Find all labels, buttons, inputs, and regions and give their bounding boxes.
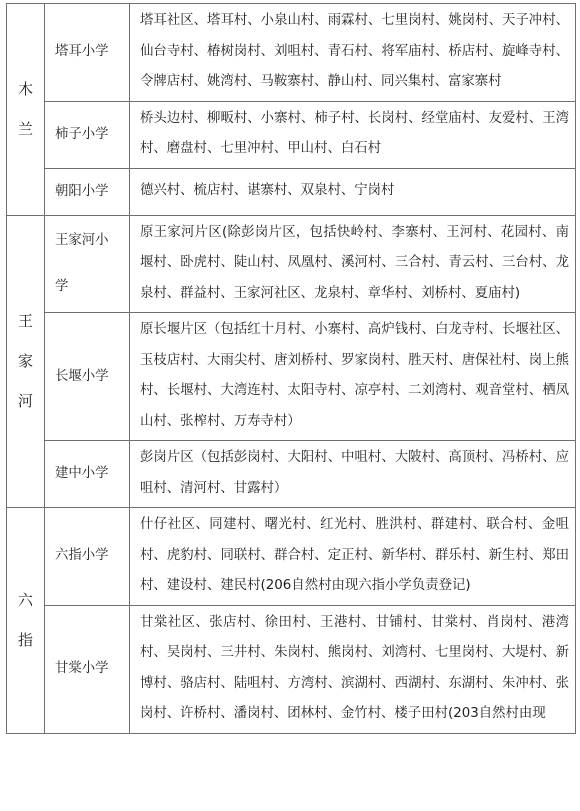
table-row bbox=[7, 508, 576, 606]
village-list: 彭岗片区（包括彭岗村、大阳村、中咀村、大陂村、高顶村、冯桥村、应咀村、清河村、甘露村） bbox=[130, 441, 576, 508]
school-name: 六指小学 bbox=[45, 508, 130, 606]
school-district-table bbox=[6, 3, 576, 734]
table-row bbox=[7, 101, 576, 168]
village-list: 甘棠社区、张店村、徐田村、王港村、甘铺村、甘棠村、肖岗村、港湾村、吴岗村、三井村、朱岗村、熊岗村、刘湾村、七里岗村、大堤村、新博村、骆店村、陆咀村、方湾村、滨湖村、西湖村、东湖村、朱冲村、张岗村、许桥村、潘岗村、团林村、金竹村、楼子田村(203自然村由现 bbox=[130, 605, 576, 733]
school-name: 朝阳小学 bbox=[45, 168, 130, 215]
village-list: 什仔社区、同建村、曙光村、红光村、胜洪村、群建村、联合村、金咀村、虎豹村、同联村、群合村、定正村、新华村、群乐村、新生村、郑田村、建设村、建民村(206自然村由现六指小学负责登记) bbox=[130, 508, 576, 606]
school-name: 王家河小学 bbox=[45, 215, 130, 313]
school-name: 塔耳小学 bbox=[45, 4, 130, 102]
school-name: 柿子小学 bbox=[45, 101, 130, 168]
village-list: 德兴村、梳店村、谌寨村、双泉村、宁岗村 bbox=[130, 168, 576, 215]
school-name: 甘棠小学 bbox=[45, 605, 130, 733]
town-name: 六 指 bbox=[17, 591, 33, 650]
table-row bbox=[7, 605, 576, 733]
town-cell bbox=[7, 508, 45, 734]
village-list: 原王家河片区(除彭岗片区，包括快岭村、李寨村、王河村、花园村、南堰村、卧虎村、陡山村、凤凰村、溪河村、三合村、青云村、三台村、龙泉村、群益村、王家河社区、龙泉村、章华村、刘桥村、夏庙村) bbox=[130, 215, 576, 313]
village-list: 塔耳社区、塔耳村、小泉山村、雨霖村、七里岗村、姚岗村、天子冲村、仙台寺村、椿树岗村、刘咀村、青石村、将军庙村、桥店村、旋峰寺村、令牌店村、姚湾村、马鞍寨村、静山村、同兴集村、富家寨村 bbox=[130, 4, 576, 102]
table-row bbox=[7, 4, 576, 102]
village-list: 桥头边村、柳畈村、小寨村、柿子村、长岗村、经堂庙村、友爱村、王湾村、磨盘村、七里冲村、甲山村、白石村 bbox=[130, 101, 576, 168]
town-name: 木 兰 bbox=[17, 80, 33, 139]
school-name: 建中小学 bbox=[45, 441, 130, 508]
town-name: 王 家 河 bbox=[17, 312, 33, 411]
table-row bbox=[7, 168, 576, 215]
village-list: 原长堰片区（包括红十月村、小寨村、高炉钱村、白龙寺村、长堰社区、玉枝店村、大雨尖村、唐刘桥村、罗家岗村、胜天村、唐保社村、岗上熊村、长堰村、大湾连村、太阳寺村、凉亭村、二刘湾村、观音堂村、栖凤山村、张榨村、万寿寺村） bbox=[130, 313, 576, 441]
table-row bbox=[7, 441, 576, 508]
town-cell bbox=[7, 4, 45, 216]
school-name: 长堰小学 bbox=[45, 313, 130, 441]
town-cell bbox=[7, 215, 45, 508]
table-row bbox=[7, 215, 576, 313]
table-row bbox=[7, 313, 576, 441]
